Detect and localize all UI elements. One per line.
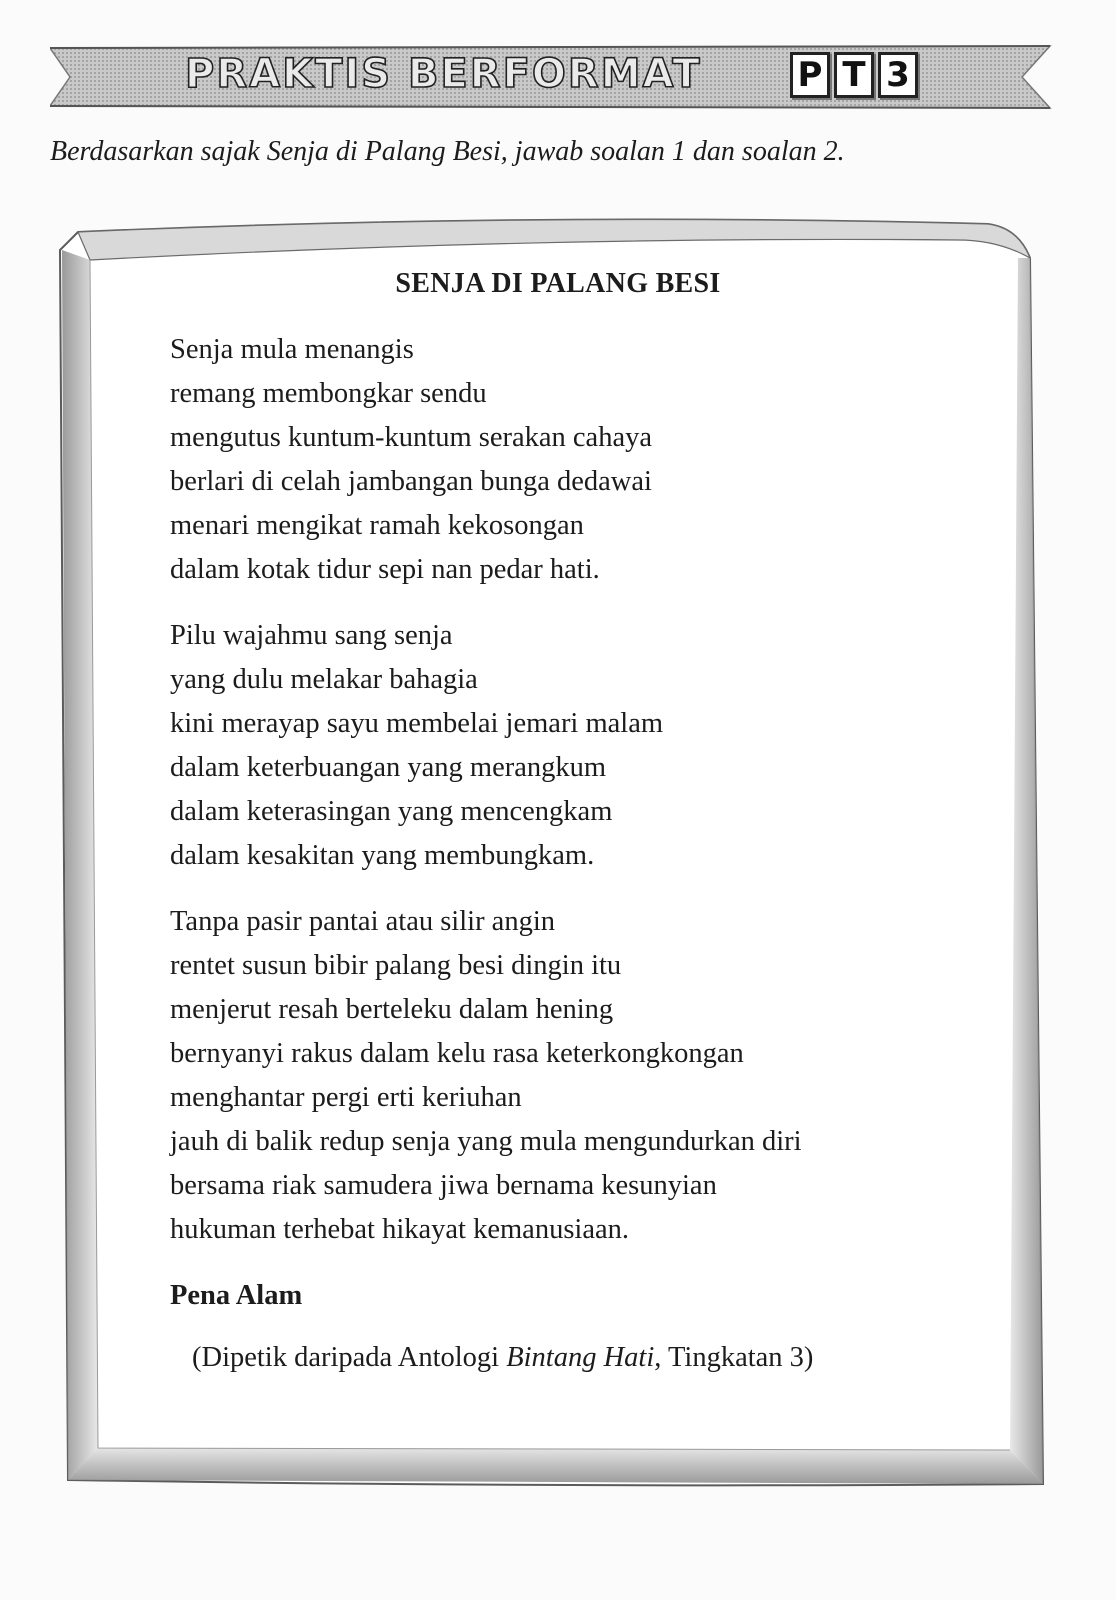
- instruction-text: Berdasarkan sajak Senja di Palang Besi, jawab soalan 1 dan soalan 2.: [50, 136, 845, 167]
- poem-line: bernyanyi rakus dalam kelu rasa keterkongkongan: [170, 1038, 744, 1069]
- poem-source: [192, 1342, 813, 1374]
- poem-title: SENJA DI PALANG BESI: [395, 268, 721, 299]
- poem-stanza-3: [170, 900, 802, 1252]
- section-banner: [50, 44, 1070, 110]
- poem-line: Tanpa pasir pantai atau silir angin: [170, 906, 556, 937]
- poem-line: hukuman terhebat hikayat kemanusiaan.: [170, 1214, 630, 1245]
- pt3-badge: [790, 52, 918, 98]
- poem-line: menjerut resah berteleku dalam hening: [170, 994, 614, 1025]
- poem-line: dalam keterasingan yang mencengkam: [170, 796, 613, 827]
- poem-stanza-2: [170, 614, 663, 878]
- source-prefix: (Dipetik daripada Antologi: [192, 1342, 507, 1373]
- badge-p: P: [790, 52, 830, 98]
- poem-line: yang dulu melakar bahagia: [170, 664, 478, 695]
- poem-line: Senja mula menangis: [170, 334, 414, 365]
- badge-t: T: [834, 52, 874, 98]
- poem-line: rentet susun bibir palang besi dingin itu: [170, 950, 622, 981]
- poem-line: dalam kesakitan yang membungkam.: [170, 840, 595, 871]
- poem-author: Pena Alam: [170, 1280, 303, 1311]
- poem-line: Pilu wajahmu sang senja: [170, 620, 453, 651]
- poem-line: menghantar pergi erti keriuhan: [170, 1082, 522, 1113]
- poem-line: dalam keterbuangan yang merangkum: [170, 752, 607, 783]
- poem-line: mengutus kuntum-kuntum serakan cahaya: [170, 422, 652, 453]
- poem-line: jauh di balik redup senja yang mula mengundurkan diri: [170, 1126, 802, 1157]
- poem-line: remang membongkar sendu: [170, 378, 487, 409]
- source-suffix: , Tingkatan 3): [654, 1342, 814, 1373]
- poem-line: menari mengikat ramah kekosongan: [170, 510, 584, 541]
- poem-stanza-1: [170, 328, 652, 592]
- poem-line: berlari di celah jambangan bunga dedawai: [170, 466, 652, 497]
- poem-line: kini merayap sayu membelai jemari malam: [170, 708, 664, 739]
- badge-3: 3: [878, 52, 918, 98]
- poem-line: dalam kotak tidur sepi nan pedar hati.: [170, 554, 600, 585]
- poem-line: bersama riak samudera jiwa bernama kesunyian: [170, 1170, 717, 1201]
- banner-title: PRAKTIS BERFORMAT: [185, 51, 702, 97]
- source-book-title: Bintang Hati: [506, 1342, 655, 1373]
